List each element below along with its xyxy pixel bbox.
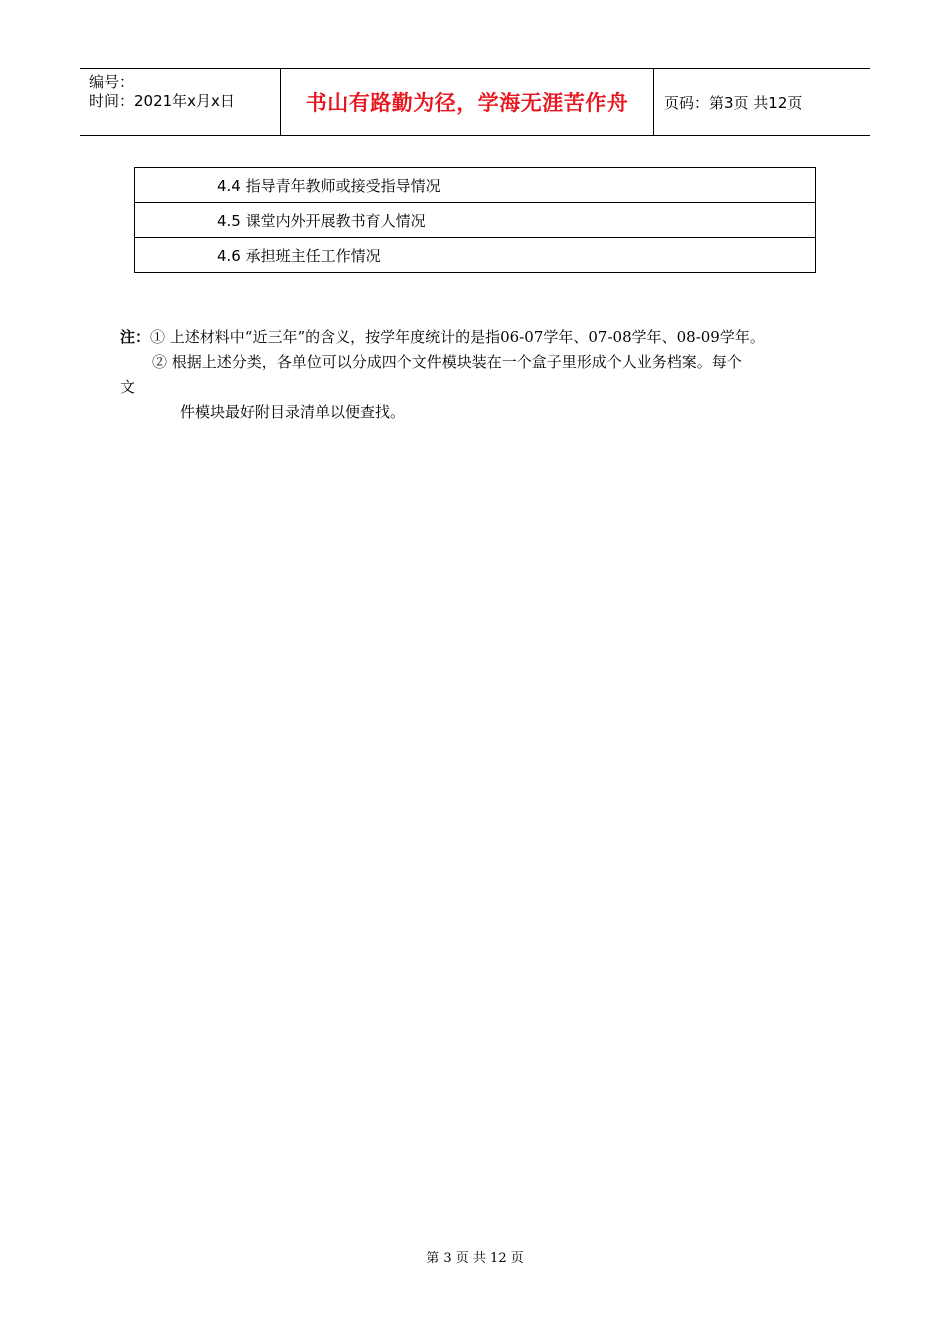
page-header [80,68,870,136]
table-row: 4.5 课堂内外开展教书育人情况 [135,203,815,238]
note-label: 注： [120,328,151,346]
header-page-info: 页码：第3页 共12页 [664,93,803,112]
document-time-label: 时间：2021年x月x日 [89,92,235,110]
note-line-2-wrap: 文 [120,378,136,396]
header-meta [80,69,281,135]
header-motto: 书山有路勤为径，学海无涯苦作舟 [281,69,654,135]
page-footer: 第 3 页 共 12 页 [426,1251,524,1266]
notes-section [120,325,860,425]
note-line-1 [120,325,860,350]
table-row: 4.6 承担班主任工作情况 [217,246,381,265]
document-number-label: 编号： [89,73,135,91]
note-line-3: 件模块最好附目录清单以便查找。 [180,403,406,421]
content-table [134,167,816,273]
note-line-2: ② 根据上述分类，各单位可以分成四个文件模块装在一个盒子里形成个人业务档案。每个 [152,353,742,371]
note-item-1: ① 上述材料中“近三年”的含义，按学年度统计的是指06-07学年、07-08学年、08-09学年。 [150,328,765,346]
table-row: 4.4 指导青年教师或接受指导情况 [135,168,815,203]
